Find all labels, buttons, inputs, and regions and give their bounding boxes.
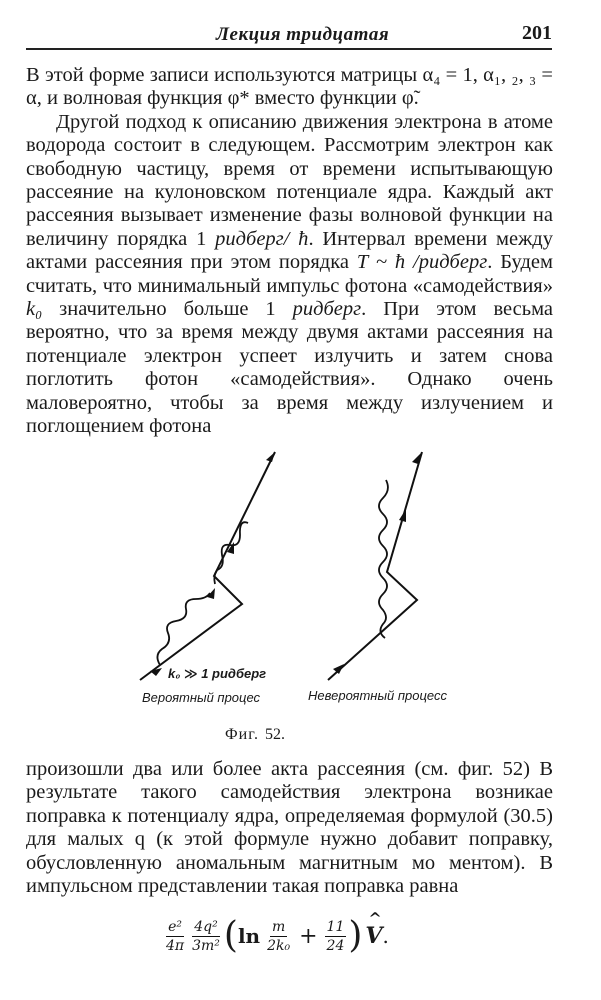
page-number: 201 (522, 22, 552, 44)
fraction-denominator: 3m² (192, 937, 220, 954)
text-run: . Интервал времени между актами рассеяния при этом порядка (26, 227, 553, 274)
caption-word: Фиг. (225, 726, 259, 743)
fraction-numerator: m (271, 918, 286, 935)
fraction-numerator: e² (168, 918, 182, 935)
open-paren: ( (223, 915, 238, 956)
text-run: . При этом весьма вероятно, что за время между двумя актами рассеяния на потенциале электрон успеет излучить и затем снова поглотить фотон «самодействия». Однако очень маловероятно, чтобы за время между излучением и поглощением фотона (26, 298, 553, 438)
arrow-improbable-mid (399, 509, 406, 522)
fraction-numerator: 4q² (194, 918, 218, 935)
paragraph-matrices: В этой форме записи используются матрицы α₄ = 1, α₁, ₂, ₃ = α, и волновая функция φ* вместо функции φ̃. (26, 64, 553, 110)
unit-rydberg: ридберг (292, 298, 362, 321)
unit-rydberg-per-hbar: ридберг/ ħ (215, 227, 309, 250)
figure-label-condition: k₀ ≫ 1 ридберг (168, 666, 267, 681)
text-block-bottom (26, 758, 553, 898)
potential-operator: ^ V (365, 923, 382, 949)
ln-function: ln (237, 924, 261, 948)
arrow-probable-diag (207, 588, 215, 599)
text-run: значительно больше 1 (42, 298, 293, 321)
text-run: . Будем считать, что минимальный импульс фотона «самодействия» (26, 251, 553, 297)
fraction-denominator: 2k₀ (267, 937, 291, 954)
paragraph-scattering (26, 111, 553, 439)
fraction-denominator: 4π (166, 937, 185, 954)
paragraph-correction: произошли два или более акта рассеяния (см. фиг. 52) В результате такого самодействия электрона возникае поправка к потенциалу ядра, определяемая формулой (30.5) для малых q (к этой формуле нужно добавит поправку, обусловленную аномальным магнитным мо ментом). В импульсном представлении такая поправка равна (26, 758, 553, 898)
chapter-title: Лекция тридцатая (216, 24, 390, 45)
electron-line-improbable (328, 452, 422, 680)
photon-wavy-lower (157, 593, 210, 665)
figure-label-improbable: Невероятный процесс (308, 688, 447, 703)
plus-sign: + (299, 923, 318, 949)
fraction-numerator: 11 (326, 918, 345, 935)
formula-period: . (382, 924, 389, 948)
header-rule (26, 48, 552, 50)
figure-label-probable: Вероятный процес (142, 690, 261, 705)
figure-52 (100, 440, 520, 760)
fraction-denominator: 24 (326, 937, 345, 954)
running-header (26, 20, 552, 50)
time-estimate: T ~ ħ /ридберг (356, 251, 488, 274)
feynman-diagrams (100, 440, 520, 730)
fraction-11-24 (325, 919, 347, 954)
fraction-m-2k0 (265, 919, 292, 954)
photon-wavy-improbable (379, 480, 388, 638)
electron-line-probable (140, 452, 275, 680)
close-paren: ) (348, 915, 363, 956)
text-run: Другой подход к описанию движения электрона в атоме водорода состоит в следующем. Рассмотрим электрон как свободную частицу, время от времени испытывающую рассеяние на кулоновском потенциале ядра. Каждый акт рассеяния вызывает изменение фазы волновой функции на величину порядка 1 (26, 110, 553, 250)
fraction-e2-4pi (164, 919, 186, 954)
text-block-top (26, 64, 553, 439)
k0-symbol: k₀ (26, 298, 43, 321)
fraction-4q2-3m2 (190, 919, 222, 954)
arrow-improbable-bottom (333, 664, 344, 674)
correction-formula (162, 912, 389, 960)
caption-number: 52. (264, 726, 285, 743)
figure-caption (225, 726, 285, 744)
